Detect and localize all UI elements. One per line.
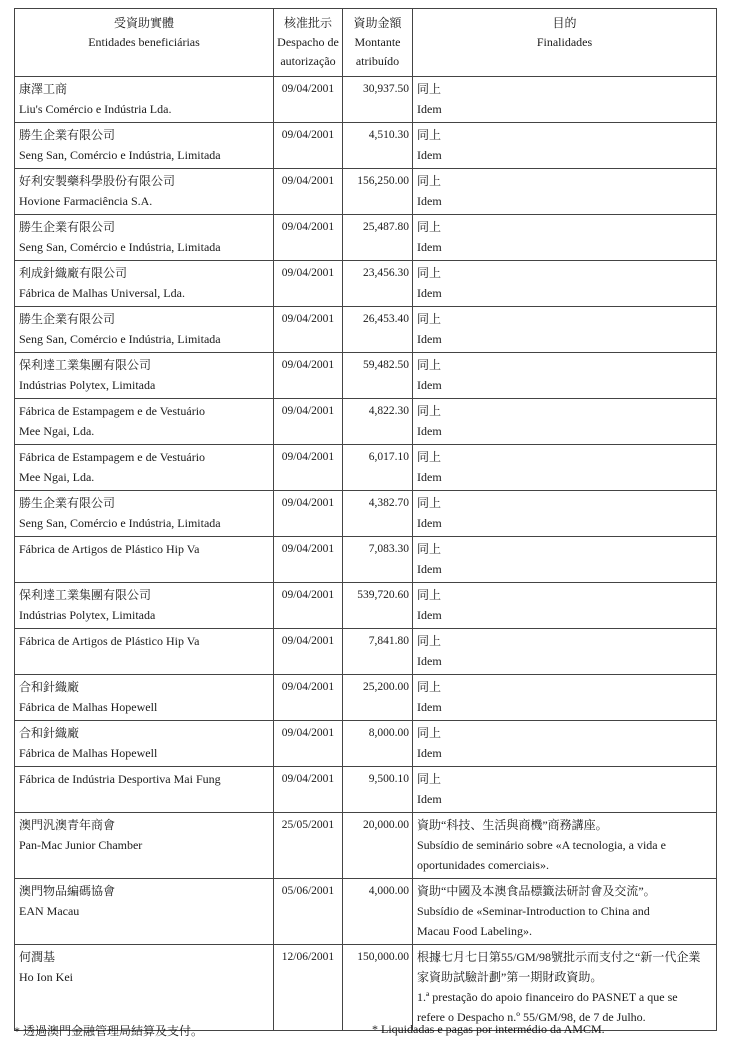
purpose-cell: [413, 879, 717, 945]
dispatch-date-cell: 09/04/2001: [274, 307, 343, 353]
purpose-line: Idem: [417, 792, 442, 806]
purpose-cell: [413, 261, 717, 307]
entity-cell: [15, 813, 274, 879]
purpose-line: Idem: [417, 470, 442, 484]
entity-name-primary: Fábrica de Indústria Desportiva Mai Fung: [19, 772, 221, 786]
header-purpose-zh: 目的: [552, 16, 577, 30]
table-row: [15, 215, 717, 261]
entity-name-primary: 保利達工業集團有限公司: [19, 588, 152, 602]
purpose-line: 同上: [417, 772, 442, 786]
purpose-line: 同上: [417, 266, 442, 280]
header-dispatch-pt-1: Despacho de: [277, 35, 339, 49]
purpose-line: 同上: [417, 496, 442, 510]
purpose-line: Idem: [417, 378, 442, 392]
amount-cell: 25,200.00: [343, 675, 413, 721]
purpose-line: Subsídio de «Seminar-Introduction to China and: [417, 904, 650, 918]
amount-cell: 26,453.40: [343, 307, 413, 353]
purpose-line: Idem: [417, 240, 442, 254]
entity-name-primary: 合和針織廠: [19, 726, 80, 740]
dispatch-date-cell: 09/04/2001: [274, 399, 343, 445]
table-row: [15, 813, 717, 879]
purpose-line: Macau Food Labeling».: [417, 924, 532, 938]
purpose-cell: [413, 215, 717, 261]
purpose-line: Idem: [417, 194, 442, 208]
amount-cell: 7,083.30: [343, 537, 413, 583]
header-amount: [343, 9, 413, 77]
purpose-line: Idem: [417, 148, 442, 162]
purpose-cell: [413, 445, 717, 491]
entity-name-primary: 勝生企業有限公司: [19, 220, 116, 234]
header-dispatch-zh: 核准批示: [283, 16, 332, 30]
purpose-line: Idem: [417, 562, 442, 576]
entity-cell: [15, 353, 274, 399]
entity-name-primary: 何潤基: [19, 950, 56, 964]
purpose-line: 同上: [417, 404, 442, 418]
entity-name-secondary: Fábrica de Malhas Universal, Lda.: [19, 286, 185, 300]
purpose-cell: [413, 767, 717, 813]
purpose-cell: [413, 399, 717, 445]
amount-cell: 20,000.00: [343, 813, 413, 879]
table-row: [15, 537, 717, 583]
entity-name-secondary: Liu's Comércio e Indústria Lda.: [19, 102, 172, 116]
entity-name-primary: Fábrica de Artigos de Plástico Hip Va: [19, 542, 200, 556]
purpose-line: Idem: [417, 654, 442, 668]
footnote-zh: * 透過澳門金融管理局結算及支付。: [14, 1024, 204, 1038]
dispatch-date-cell: 09/04/2001: [274, 537, 343, 583]
entity-name-primary: 勝生企業有限公司: [19, 496, 116, 510]
header-amount-zh: 資助金額: [353, 16, 402, 30]
entity-name-primary: 澳門汎澳青年商會: [19, 818, 116, 832]
purpose-cell: [413, 307, 717, 353]
entity-name-primary: 康澤工商: [19, 82, 68, 96]
entity-cell: [15, 261, 274, 307]
table-row: [15, 307, 717, 353]
table-row: [15, 169, 717, 215]
dispatch-date-cell: 09/04/2001: [274, 675, 343, 721]
purpose-cell: [413, 945, 717, 1031]
table-row: [15, 123, 717, 169]
header-amount-pt-1: Montante: [354, 35, 401, 49]
amount-cell: 4,822.30: [343, 399, 413, 445]
purpose-cell: [413, 169, 717, 215]
purpose-line: 資助“中國及本澳食品標籤法研討會及交流”。: [417, 884, 656, 898]
dispatch-date-cell: 09/04/2001: [274, 215, 343, 261]
purpose-cell: [413, 491, 717, 537]
table-row: [15, 675, 717, 721]
table-row: [15, 629, 717, 675]
amount-cell: 23,456.30: [343, 261, 413, 307]
subsidy-table: [14, 8, 717, 1031]
table-header-row: [15, 9, 717, 77]
entity-cell: [15, 77, 274, 123]
amount-cell: 150,000.00: [343, 945, 413, 1031]
purpose-line: Idem: [417, 424, 442, 438]
entity-name-secondary: Indústrias Polytex, Limitada: [19, 608, 156, 622]
dispatch-date-cell: 09/04/2001: [274, 721, 343, 767]
purpose-line: 同上: [417, 634, 442, 648]
dispatch-date-cell: 25/05/2001: [274, 813, 343, 879]
entity-name-primary: Fábrica de Estampagem e de Vestuário: [19, 404, 206, 418]
entity-name-secondary: Ho Ion Kei: [19, 970, 73, 984]
dispatch-date-cell: 09/04/2001: [274, 169, 343, 215]
dispatch-date-cell: 12/06/2001: [274, 945, 343, 1031]
entity-cell: [15, 945, 274, 1031]
dispatch-date-cell: 09/04/2001: [274, 491, 343, 537]
table-row: [15, 721, 717, 767]
purpose-cell: [413, 675, 717, 721]
entity-cell: [15, 491, 274, 537]
dispatch-date-cell: 09/04/2001: [274, 583, 343, 629]
entity-name-primary: Fábrica de Artigos de Plástico Hip Va: [19, 634, 200, 648]
purpose-line: 同上: [417, 542, 442, 556]
purpose-line: 同上: [417, 680, 442, 694]
header-purpose-pt: Finalidades: [536, 35, 593, 49]
header-purpose: [413, 9, 717, 77]
entity-cell: [15, 767, 274, 813]
amount-cell: 156,250.00: [343, 169, 413, 215]
purpose-line: Subsídio de seminário sobre «A tecnologia, a vida e: [417, 838, 666, 852]
purpose-line: 資助“科技、生活與商機”商務講座。: [417, 818, 608, 832]
entity-cell: [15, 675, 274, 721]
entity-name-secondary: Mee Ngai, Lda.: [19, 470, 95, 484]
purpose-cell: [413, 537, 717, 583]
table-row: [15, 767, 717, 813]
entity-name-primary: 利成針織廠有限公司: [19, 266, 128, 280]
entity-cell: [15, 537, 274, 583]
table-row: [15, 77, 717, 123]
purpose-line: 1.ª prestação do apoio financeiro do PASNET a que se: [417, 990, 678, 1004]
header-amount-pt-2: atribuído: [355, 54, 400, 68]
amount-cell: 59,482.50: [343, 353, 413, 399]
dispatch-date-cell: 09/04/2001: [274, 445, 343, 491]
amount-cell: 25,487.80: [343, 215, 413, 261]
purpose-line: 同上: [417, 358, 442, 372]
table-body: [15, 77, 717, 1031]
purpose-line: refere o Despacho n.º 55/GM/98, de 7 de Julho.: [417, 1010, 646, 1024]
footnote-pt: * Liquidadas e pagas por intermédio da AMCM.: [372, 1022, 605, 1036]
table-row: [15, 261, 717, 307]
table-row: [15, 491, 717, 537]
purpose-line: oportunidades comerciais».: [417, 858, 549, 872]
dispatch-date-cell: 09/04/2001: [274, 261, 343, 307]
entity-name-secondary: Hovione Farmaciência S.A.: [19, 194, 153, 208]
purpose-line: Idem: [417, 608, 442, 622]
purpose-line: 同上: [417, 450, 442, 464]
header-entity: [15, 9, 274, 77]
purpose-line: Idem: [417, 700, 442, 714]
purpose-line: 同上: [417, 128, 442, 142]
entity-name-primary: 合和針織廠: [19, 680, 80, 694]
entity-name-secondary: Fábrica de Malhas Hopewell: [19, 746, 158, 760]
entity-name-primary: 澳門物品編碼協會: [19, 884, 116, 898]
entity-cell: [15, 445, 274, 491]
entity-name-secondary: Pan-Mac Junior Chamber: [19, 838, 143, 852]
dispatch-date-cell: 09/04/2001: [274, 353, 343, 399]
entity-name-secondary: Fábrica de Malhas Hopewell: [19, 700, 158, 714]
entity-name-primary: 好利安製藥科學股份有限公司: [19, 174, 176, 188]
purpose-cell: [413, 353, 717, 399]
entity-cell: [15, 307, 274, 353]
entity-name-primary: 勝生企業有限公司: [19, 128, 116, 142]
purpose-cell: [413, 813, 717, 879]
entity-name-secondary: Seng San, Comércio e Indústria, Limitada: [19, 148, 221, 162]
entity-cell: [15, 583, 274, 629]
amount-cell: 6,017.10: [343, 445, 413, 491]
purpose-line: 同上: [417, 174, 442, 188]
entity-name-primary: Fábrica de Estampagem e de Vestuário: [19, 450, 206, 464]
dispatch-date-cell: 09/04/2001: [274, 629, 343, 675]
entity-cell: [15, 629, 274, 675]
purpose-line: Idem: [417, 516, 442, 530]
purpose-line: 根據七月七日第55/GM/98號批示而支付之“新一代企業: [417, 950, 701, 964]
dispatch-date-cell: 09/04/2001: [274, 123, 343, 169]
dispatch-date-cell: 09/04/2001: [274, 767, 343, 813]
purpose-cell: [413, 629, 717, 675]
table-row: [15, 445, 717, 491]
entity-cell: [15, 169, 274, 215]
amount-cell: 4,382.70: [343, 491, 413, 537]
entity-name-primary: 保利達工業集團有限公司: [19, 358, 152, 372]
amount-cell: 4,000.00: [343, 879, 413, 945]
header-dispatch-pt-2: autorização: [280, 54, 336, 68]
purpose-line: 家資助試驗計劃”第一期財政資助。: [417, 970, 603, 984]
table-row: [15, 583, 717, 629]
table-row: [15, 879, 717, 945]
purpose-cell: [413, 123, 717, 169]
header-entity-zh: 受資助實體: [113, 16, 174, 30]
amount-cell: 4,510.30: [343, 123, 413, 169]
entity-cell: [15, 399, 274, 445]
entity-cell: [15, 721, 274, 767]
entity-name-secondary: Seng San, Comércio e Indústria, Limitada: [19, 332, 221, 346]
purpose-line: Idem: [417, 746, 442, 760]
table-row: [15, 945, 717, 1031]
table-row: [15, 353, 717, 399]
purpose-line: 同上: [417, 588, 442, 602]
purpose-cell: [413, 721, 717, 767]
entity-cell: [15, 123, 274, 169]
amount-cell: 8,000.00: [343, 721, 413, 767]
purpose-line: 同上: [417, 220, 442, 234]
entity-cell: [15, 879, 274, 945]
purpose-cell: [413, 583, 717, 629]
dispatch-date-cell: 05/06/2001: [274, 879, 343, 945]
amount-cell: 9,500.10: [343, 767, 413, 813]
purpose-line: Idem: [417, 332, 442, 346]
subsidy-table-sheet: [14, 8, 716, 1031]
purpose-line: 同上: [417, 312, 442, 326]
table-row: [15, 399, 717, 445]
purpose-line: 同上: [417, 726, 442, 740]
purpose-line: Idem: [417, 286, 442, 300]
entity-name-secondary: Seng San, Comércio e Indústria, Limitada: [19, 240, 221, 254]
header-entity-pt: Entidades beneficiárias: [88, 35, 200, 49]
purpose-line: 同上: [417, 82, 442, 96]
amount-cell: 539,720.60: [343, 583, 413, 629]
entity-name-secondary: Indústrias Polytex, Limitada: [19, 378, 156, 392]
entity-name-secondary: Mee Ngai, Lda.: [19, 424, 95, 438]
entity-name-secondary: Seng San, Comércio e Indústria, Limitada: [19, 516, 221, 530]
dispatch-date-cell: 09/04/2001: [274, 77, 343, 123]
entity-name-secondary: EAN Macau: [19, 904, 80, 918]
entity-name-primary: 勝生企業有限公司: [19, 312, 116, 326]
amount-cell: 30,937.50: [343, 77, 413, 123]
header-dispatch: [274, 9, 343, 77]
purpose-cell: [413, 77, 717, 123]
purpose-line: Idem: [417, 102, 442, 116]
amount-cell: 7,841.80: [343, 629, 413, 675]
entity-cell: [15, 215, 274, 261]
